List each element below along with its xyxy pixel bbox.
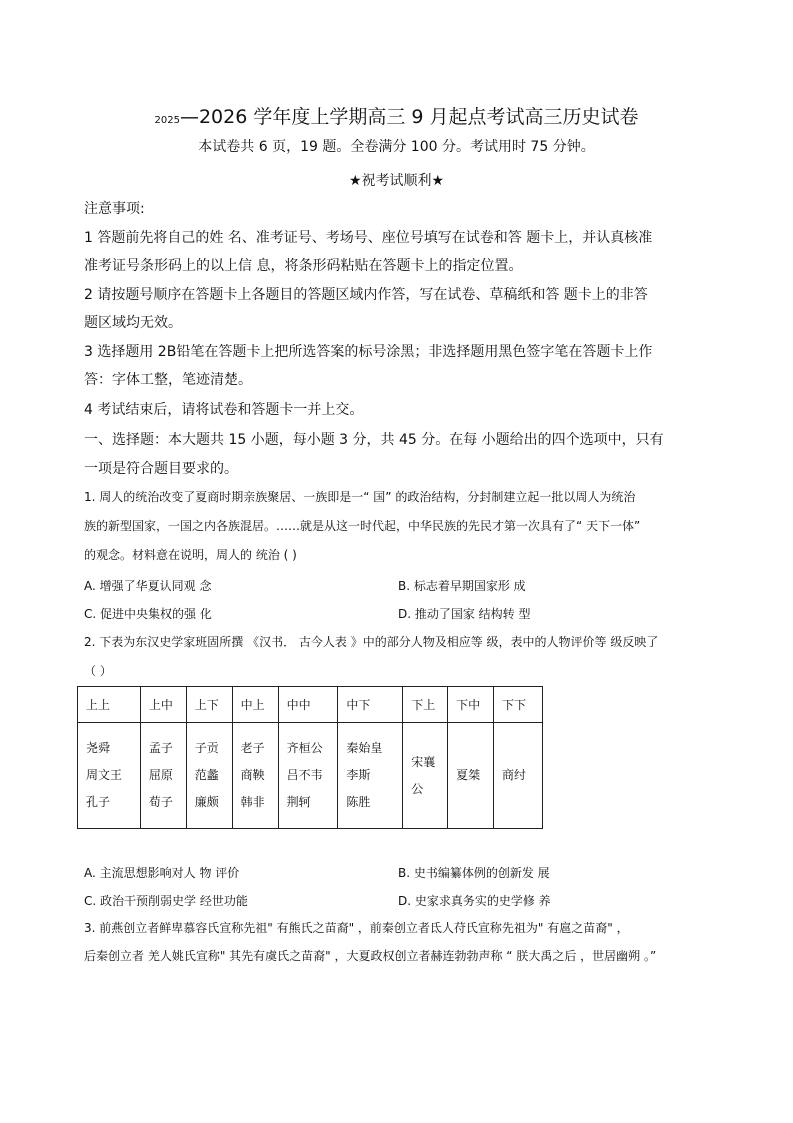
table-row [78, 723, 543, 829]
question-3-stem: 3. 前燕创立者鲜卑慕容氏宣称先祖" 有熊氏之苗裔" ，前秦创立者氐人苻氏宣称先祖为" 有扈之苗裔" ， [84, 921, 629, 935]
title-year-prefix: 2025 [154, 115, 180, 126]
notice-line: 3 选择题用 2B铅笔在答题卡上把所选答案的标号涂黑；非选择题用黑色签字笔在答题卡上作 [84, 344, 653, 360]
table-cell: 老子 商鞅 韩非 [240, 741, 265, 809]
question-3-stem: 后秦创立者 羌人姚氏宣称" 其先有虞氏之苗裔" ，大夏政权创立者赫连勃勃声称 “ 朕大禹之后 ，世居幽朔 。” [84, 949, 657, 963]
q2-option-c: C. 政治干预削弱史学 经世功能 [84, 894, 248, 908]
q1-option-b: B. 标志着早期国家形 成 [398, 579, 526, 593]
notice-line: 1 答题前先将自己的姓 名、准考证号、考场号、座位号填写在试卷和答 题卡上，并认真核准 [84, 230, 653, 246]
table-header-cell: 中中 [278, 687, 338, 723]
exam-subtitle: 本试卷共 6 页，19 题。全卷满分 100 分。考试用时 75 分钟。 [198, 139, 595, 155]
table-cell: 商纣 [502, 768, 527, 782]
table-header-cell: 上中 [140, 687, 186, 723]
good-luck-line: ★祝考试顺利★ [348, 173, 445, 189]
section-heading: 一项是符合题目要求的。 [84, 461, 238, 477]
table-cell: 宋襄 公 [411, 754, 436, 796]
question-2-stem: 2. 下表为东汉史学家班固所撰 《汉书． 古今人表 》中的部分人物及相应等 级，表中的人物评价等 级反映了 [84, 635, 659, 649]
notice-line: 2 请按题号顺序在答题卡上各题目的答题区域内作答，写在试卷、草稿纸和答 题卡上的非答 [84, 287, 648, 303]
q1-option-d: D. 推动了国家 结构转 型 [398, 607, 531, 621]
title-main: —2026 学年度上学期高三 9 月起点考试高三历史试卷 [179, 106, 639, 128]
table-cell: 尧舜 周文王 孔子 [86, 741, 123, 809]
notice-line: 准考证号条形码上的以上信 息，将条形码粘贴在答题卡上的指定位置。 [84, 258, 523, 274]
table-header-cell: 上下 [186, 687, 232, 723]
table-header-cell: 下下 [494, 687, 543, 723]
q1-option-a: A. 增强了华夏认同观 念 [84, 579, 212, 593]
table-header-cell: 下上 [403, 687, 448, 723]
section-heading: 一、选择题：本大题共 15 小题，每小题 3 分，共 45 分。在每 小题给出的四个选项中，只有 [84, 432, 664, 448]
q2-option-d: D. 史家求真务实的史学修 养 [398, 894, 551, 908]
table-header-cell: 中上 [232, 687, 278, 723]
notice-line: 4 考试结束后，请将试卷和答题卡一并上交。 [84, 402, 364, 418]
notice-line: 题区域均无效。 [84, 315, 182, 331]
question-1-stem: 族的新型国家，一国之内各族混居。……就是从这一时代起，中华民族的先民才第一次具有了“ 天下一体” [84, 519, 641, 533]
question-1-stem: 的观念。材料意在说明，周人的 统治 ( ) [84, 548, 297, 562]
q2-option-b: B. 史书编纂体例的创新发 展 [398, 866, 550, 880]
question-1-stem: 1. 周人的统治改变了夏商时期亲族聚居、一族即是一“ 国” 的政治结构，分封制建立起一批以周人为统治 [84, 490, 636, 504]
table-header-row [78, 687, 543, 723]
table-cell: 子贡 范蠡 廉颇 [194, 741, 219, 809]
table-cell: 孟子 屈原 荀子 [148, 741, 173, 809]
table-header-cell: 中下 [338, 687, 403, 723]
question-2-stem: （ ） [84, 664, 112, 678]
notice-heading: 注意事项: [84, 201, 145, 217]
table-header-cell: 上上 [78, 687, 141, 723]
table-header-cell: 下中 [448, 687, 494, 723]
q1-option-c: C. 促进中央集权的强 化 [84, 607, 212, 621]
notice-line: 答：字体工整，笔迹清楚。 [84, 372, 252, 388]
q2-option-a: A. 主流思想影响对人 物 评价 [84, 866, 240, 880]
ancient-figures-table [77, 686, 543, 829]
table-cell: 夏桀 [456, 768, 481, 782]
exam-title [0, 102, 793, 129]
table-cell: 齐桓公 吕不韦 荆轲 [286, 741, 323, 809]
table-cell: 秦始皇 李斯 陈胜 [346, 741, 383, 809]
